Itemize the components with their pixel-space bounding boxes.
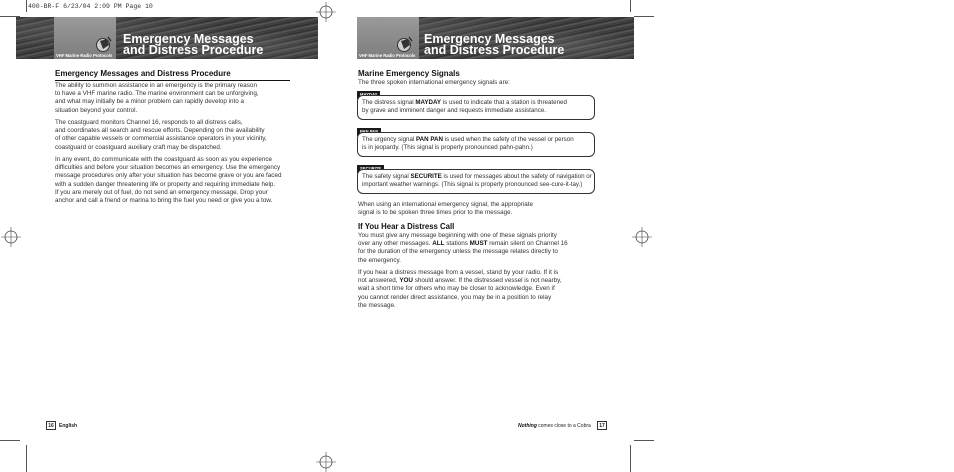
page-title <box>424 34 564 56</box>
crop-mark <box>630 0 631 12</box>
radio-handset-icon <box>395 35 415 55</box>
page-number: 16 <box>46 421 56 430</box>
page-title <box>123 34 263 56</box>
section-heading: If You Hear a Distress Call <box>358 222 455 231</box>
signal-box: The distress signal MAYDAY is used to indicate that a station is threatened by grave and imminent danger and requests immediate assistance. <box>357 95 595 120</box>
page-title-line: and Distress Procedure <box>424 43 565 57</box>
signal-keyword: MAYDAY <box>415 99 441 106</box>
body-paragraph: In any event, do communicate with the coastguard as soon as you experience difficulties and before your situation becomes an emergency. Use the emergency message procedures only after your situation has become grave or you are faced with a sudden danger threatening life or property and requiring immediate help. If you are merely out of fuel, do not send an emergency message. Drop your anchor and call a friend or marina to bring the fuel you need or give you a tow. <box>55 156 282 204</box>
body-paragraph: The coastguard monitors Channel 16, responds to all distress calls, and coordinates all search and rescue efforts. Depending on the availability of other capable vessels or commercial assistance operators in your vicinity, coastguard or coastguard auxiliary craft may be dispatched. <box>55 119 267 151</box>
signal-box: The safety signal SECURITE is used for messages about the safety of navigation or important weather warnings. (This signal is properly pronounced see-cure-it-tay.) <box>357 169 595 194</box>
radio-handset-icon <box>94 35 114 55</box>
crop-mark <box>630 445 631 472</box>
banner-tab-label: VHF Marine Radio Protocols <box>56 53 113 58</box>
page-title-line: Emergency Messages <box>123 32 254 46</box>
crop-mark <box>634 440 654 441</box>
crop-mark <box>26 445 27 472</box>
registration-mark-icon <box>632 227 652 247</box>
body-paragraph: When using an international emergency signal, the appropriate signal is to be spoken three times prior to the message. <box>358 201 534 217</box>
body-paragraph: The three spoken international emergency signals are: <box>358 79 510 86</box>
page-title-line: Emergency Messages <box>424 32 555 46</box>
section-heading: Marine Emergency Signals <box>358 69 460 78</box>
signal-box: The urgency signal PAN PAN is used when the safety of the vessel or person is in jeopardy. (This signal is properly pronounced pahn-pahn.) <box>357 132 595 157</box>
body-paragraph: You must give any message beginning with one of these signals priority over any other messages. ALL stations MUST remain silent on Channel 16 for the duration of the emergency unless the message relates directly to the emergency. <box>358 232 568 264</box>
crop-mark <box>634 16 654 17</box>
body-paragraph: The ability to summon assistance in an emergency is the primary reason to have a VHF marine radio. The marine environment can be unforgiving, and what may initially be a minor problem can rapidly develop into a situation beyond your control. <box>55 82 259 114</box>
footer-language: English <box>59 423 78 429</box>
right-page-banner <box>357 17 634 59</box>
registration-mark-icon <box>316 452 336 472</box>
footer-tagline: Nothing comes close to a Cobra <box>518 423 591 429</box>
page-number: 17 <box>597 421 607 430</box>
crop-mark <box>26 0 27 12</box>
crop-mark <box>0 440 20 441</box>
banner-tab-label: VHF Marine Radio Protocols <box>359 53 416 58</box>
page-title-line: and Distress Procedure <box>123 43 264 57</box>
print-slug: 400-BR-F 6/23/04 2:09 PM Page 10 <box>28 3 153 10</box>
signal-keyword: SECURITE <box>410 173 442 180</box>
registration-mark-icon <box>1 227 21 247</box>
registration-mark-icon <box>316 2 336 22</box>
section-rule <box>55 80 290 81</box>
signal-keyword: PAN PAN <box>416 136 443 143</box>
body-paragraph: If you hear a distress message from a vessel, stand by your radio. If it is not answered, YOU should answer. If the distressed vessel is not nearby, wait a short time for others who may be closer to acknowledge. Even if you cannot render direct assistance, you may be in a position to relay the message. <box>358 269 562 309</box>
section-heading: Emergency Messages and Distress Procedure <box>55 69 231 78</box>
left-page-banner <box>16 17 318 59</box>
